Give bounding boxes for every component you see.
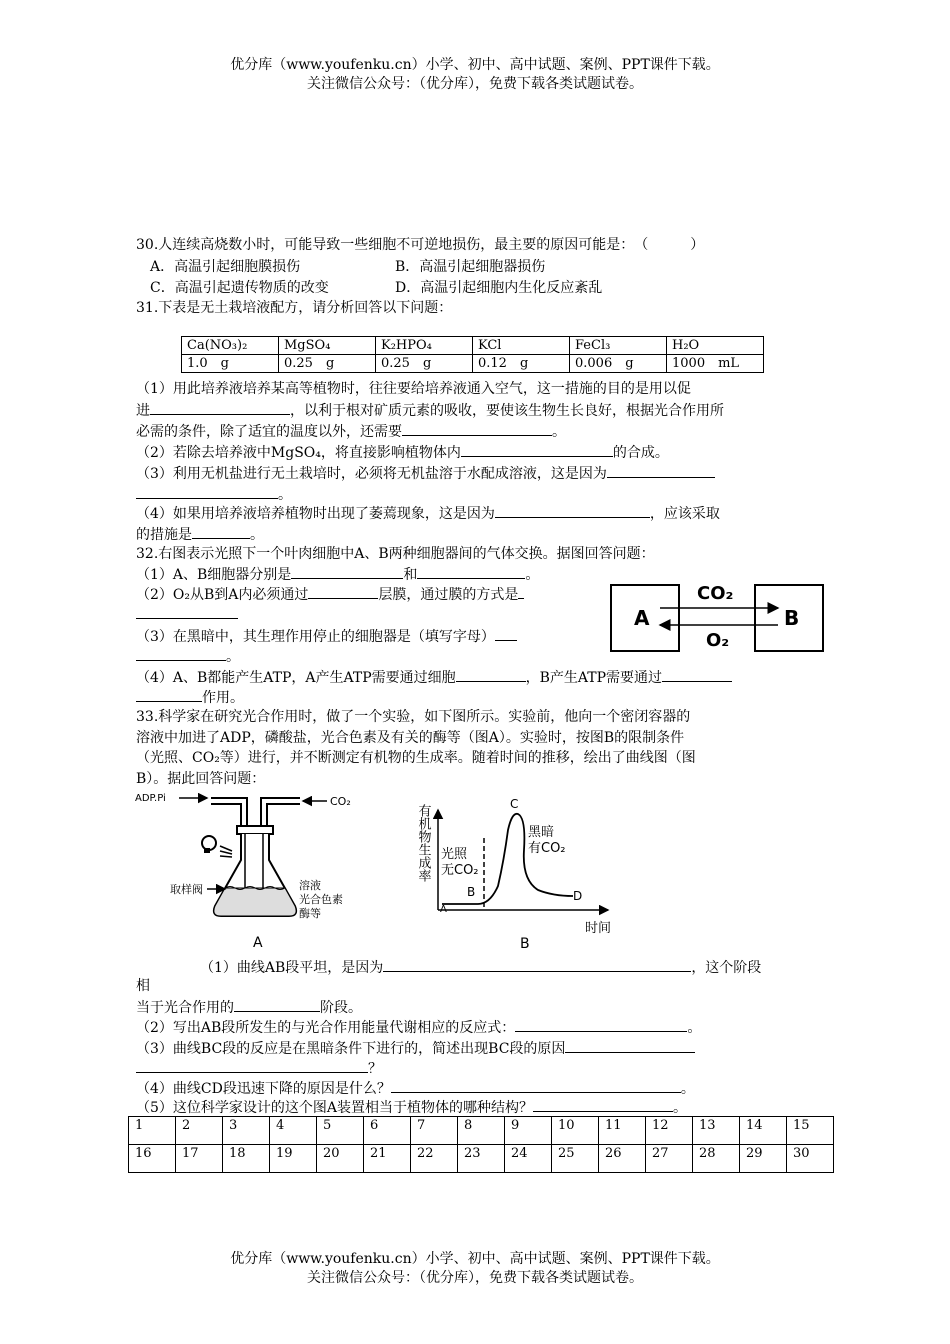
grid-cell[interactable]: 30 <box>787 1145 834 1173</box>
label-o2: O₂ <box>706 630 730 651</box>
label-enzyme: 酶等 <box>299 907 321 920</box>
table-cell: KCl <box>473 337 570 355</box>
grid-cell[interactable]: 2 <box>176 1117 223 1145</box>
text: ，以利于根对矿质元素的吸收，要使该生物生长良好，根据光合作用所 <box>290 403 724 419</box>
grid-cell[interactable]: 1 <box>129 1117 176 1145</box>
grid-cell[interactable]: 16 <box>129 1145 176 1173</box>
text: 的措施是 <box>136 527 192 543</box>
answer-blank[interactable] <box>565 1038 695 1053</box>
text: 必需的条件，除了适宜的温度以外，还需要 <box>136 424 402 440</box>
light-ray <box>220 856 232 857</box>
answer-blank[interactable] <box>391 1078 681 1093</box>
q31-p3-cont <box>136 484 292 505</box>
point-c: C <box>510 797 519 811</box>
q33-stem-2: 溶液中加进了ADP，磷酸盐，光合色素及有关的酶等（图A）。实验时，按图B的限制条件 <box>136 730 685 746</box>
header-line-2: 关注微信公众号：（优分库），免费下载各类试题试卷。 <box>307 76 643 92</box>
grid-cell[interactable]: 25 <box>552 1145 599 1173</box>
answer-blank[interactable] <box>515 1017 687 1032</box>
table-cell: FeCl₃ <box>570 337 667 355</box>
answer-blank[interactable] <box>136 604 238 619</box>
text: 作用。 <box>202 690 244 706</box>
q33-p1-wrap: 相 <box>136 978 150 994</box>
q31-p4 <box>136 503 720 524</box>
q31-stem: 31.下表是无土栽培液配方，请分析回答以下问题： <box>136 300 453 316</box>
lamp-bulb <box>202 836 216 850</box>
q33-p5 <box>136 1097 687 1118</box>
q33-p1 <box>200 957 761 978</box>
text: 。 <box>278 487 292 503</box>
label-dark: 黑暗 <box>528 825 555 840</box>
q30-option-c: C．高温引起遗传物质的改变 <box>150 280 329 296</box>
q31-p1a: （1）用此培养液培养某高等植物时，往往要给培养液通入空气，这一措施的目的是用以促 <box>136 381 691 397</box>
grid-cell[interactable]: 10 <box>552 1117 599 1145</box>
answer-blank[interactable] <box>136 484 278 499</box>
text: （1）曲线AB段平坦，是因为 <box>200 960 384 976</box>
text: 。 <box>680 1081 695 1097</box>
answer-blank[interactable] <box>533 1097 673 1112</box>
answer-blank[interactable] <box>456 667 526 682</box>
q33-p1-cont <box>136 997 362 1018</box>
q32-p4 <box>136 667 732 688</box>
q32-stem: 32.右图表示光照下一个叶肉细胞中A、B两种细胞器间的气体交换。据图回答问题： <box>136 546 655 562</box>
grid-cell[interactable]: 19 <box>270 1145 317 1173</box>
q32-p4-cont <box>136 687 244 708</box>
text: ，应该采取 <box>649 506 720 522</box>
grid-cell[interactable]: 3 <box>223 1117 270 1145</box>
table-row <box>182 355 764 373</box>
text: ，这个阶段 <box>691 960 762 976</box>
answer-grid <box>128 1116 834 1173</box>
text: 层膜，通过膜的方式是 <box>378 587 519 603</box>
q33-stem-1: 33.科学家在研究光合作用时，做了一个实验，如下图所示。实验前，他向一个密闭容器的 <box>136 709 691 725</box>
text: （3）在黑暗中，其生理作用停止的细胞器是（填写字母） <box>136 629 495 645</box>
label-with-co2: 有CO₂ <box>528 841 566 856</box>
q31-p4-cont <box>136 524 264 545</box>
answer-blank[interactable] <box>234 997 320 1012</box>
grid-cell[interactable]: 27 <box>646 1145 693 1173</box>
q30-option-a: A．高温引起细胞膜损伤 <box>150 259 301 275</box>
text: 。 <box>250 527 264 543</box>
text: （3）利用无机盐进行无土栽培时，必须将无机盐溶于水配成溶液，这是因为 <box>136 466 607 482</box>
text: 和 <box>403 567 418 583</box>
answer-blank[interactable] <box>461 442 613 457</box>
answer-blank[interactable] <box>136 1058 368 1073</box>
point-a: A <box>440 904 447 915</box>
text: 。 <box>226 649 240 665</box>
q31-p3 <box>136 463 715 484</box>
table-cell: 0.25 g <box>376 355 473 373</box>
text: 的合成。 <box>612 445 669 461</box>
label-valve: 取样阀 <box>170 883 203 896</box>
text: 。 <box>687 1020 702 1036</box>
label-a: A <box>634 606 650 630</box>
q33-stem-4: B）。据此回答问题： <box>136 771 266 787</box>
rate-curve-figure-b <box>408 790 618 952</box>
answer-blank[interactable] <box>402 421 552 436</box>
q33-p3-cont <box>136 1058 382 1079</box>
grid-cell[interactable]: 15 <box>787 1117 834 1145</box>
q32-p2 <box>136 584 524 605</box>
answer-blank[interactable] <box>291 564 403 579</box>
answer-blank[interactable] <box>417 564 525 579</box>
grid-cell[interactable]: 4 <box>270 1117 317 1145</box>
table-cell: 0.006 g <box>570 355 667 373</box>
grid-cell[interactable]: 18 <box>223 1145 270 1173</box>
q33-p3 <box>136 1038 695 1059</box>
grid-cell[interactable]: 24 <box>505 1145 552 1173</box>
text: （2）O₂从B到A内必须通过 <box>136 587 309 603</box>
table-cell: H₂O <box>667 337 764 355</box>
text: （2）若除去培养液中MgSO₄，将直接影响植物体内 <box>136 445 461 461</box>
table-row <box>129 1117 834 1145</box>
q32-p1 <box>136 564 539 585</box>
text: 进 <box>136 403 150 419</box>
grid-cell[interactable]: 12 <box>646 1117 693 1145</box>
answer-blank[interactable] <box>308 584 378 599</box>
label-co2: CO₂ <box>697 583 734 604</box>
text: 当于光合作用的 <box>136 1000 234 1016</box>
label-co2-inlet: CO₂ <box>330 795 351 808</box>
answer-blank[interactable] <box>607 463 715 478</box>
grid-cell[interactable]: 22 <box>411 1145 458 1173</box>
point-d: D <box>573 889 583 903</box>
answer-blank[interactable] <box>136 687 202 702</box>
q33-stem-3: （光照、CO₂等）进行，并不断测定有机物的生成率。随着时间的推移，绘出了曲线图（图 <box>136 750 696 766</box>
q30-option-d: D．高温引起细胞内生化反应紊乱 <box>395 280 603 296</box>
point-b: B <box>467 885 476 899</box>
q32-p2-cont <box>136 604 238 625</box>
q30-stem: 30.人连续高烧数小时，可能导致一些细胞不可逆地损伤，最主要的原因可能是： （ ） <box>136 237 705 253</box>
q31-p1c <box>136 421 566 442</box>
label-adp-pi: ADP.Pi <box>135 793 166 804</box>
answer-blank[interactable] <box>192 524 250 539</box>
grid-cell[interactable]: 29 <box>740 1145 787 1173</box>
text: 阶段。 <box>320 1000 362 1016</box>
header-line-1: 优分库（www.youfenku.cn）小学、初中、高中试题、案例、PPT课件下载。 <box>230 57 720 73</box>
table-cell: Ca(NO₃)₂ <box>182 337 279 355</box>
answer-blank[interactable] <box>495 626 517 641</box>
grid-cell[interactable]: 21 <box>364 1145 411 1173</box>
grid-cell[interactable]: 8 <box>458 1117 505 1145</box>
answer-blank[interactable] <box>150 400 290 415</box>
footer-line-1: 优分库（www.youfenku.cn）小学、初中、高中试题、案例、PPT课件下载。 <box>230 1251 720 1267</box>
answer-blank[interactable] <box>495 503 650 518</box>
answer-blank[interactable] <box>662 667 732 682</box>
text: （5）这位科学家设计的这个图A装置相当于植物体的哪种结构？ <box>136 1100 534 1116</box>
table-cell: 1000 mL <box>667 355 764 373</box>
grid-cell[interactable]: 5 <box>317 1117 364 1145</box>
label-b: B <box>784 606 800 630</box>
light-ray <box>220 851 232 854</box>
solution <box>214 888 296 916</box>
q30-option-b: B．高温引起细胞器损伤 <box>395 259 546 275</box>
table-cell: 0.25 g <box>279 355 376 373</box>
table-row <box>182 337 764 355</box>
text: （4）曲线CD段迅速下降的原因是什么？ <box>136 1081 391 1097</box>
grid-cell[interactable]: 6 <box>364 1117 411 1145</box>
q33-p4 <box>136 1078 695 1099</box>
organelle-gas-exchange-diagram <box>610 580 826 652</box>
nutrient-table <box>181 336 764 373</box>
grid-cell[interactable]: 9 <box>505 1117 552 1145</box>
table-cell: MgSO₄ <box>279 337 376 355</box>
answer-blank[interactable] <box>136 646 226 661</box>
figure-a-caption: A <box>253 935 263 951</box>
text: （1）A、B细胞器分别是 <box>136 567 292 583</box>
figure-b-caption: B <box>520 936 530 952</box>
stopper <box>237 826 273 834</box>
grid-cell[interactable]: 28 <box>693 1145 740 1173</box>
y-axis-label: 有机物生成率 <box>415 804 431 882</box>
label-no-co2: 无CO₂ <box>441 863 479 878</box>
footer-line-2: 关注微信公众号：（优分库），免费下载各类试题试卷。 <box>307 1270 643 1286</box>
text: ？ <box>368 1061 382 1077</box>
table-cell: 1.0 g <box>182 355 279 373</box>
text: （3）曲线BC段的反应是在黑暗条件下进行的，简述出现BC段的原因 <box>136 1041 566 1057</box>
grid-cell[interactable]: 20 <box>317 1145 364 1173</box>
q31-p1b <box>136 400 724 421</box>
table-row <box>129 1145 834 1173</box>
label-light: 光照 <box>441 847 468 862</box>
text: （2）写出AB段所发生的与光合作用能量代谢相应的反应式： <box>136 1020 516 1036</box>
left-tube <box>211 798 247 828</box>
q33-p2 <box>136 1017 701 1038</box>
q31-p2 <box>136 442 669 463</box>
answer-blank[interactable] <box>518 584 524 599</box>
grid-cell[interactable]: 14 <box>740 1117 787 1145</box>
grid-cell[interactable]: 7 <box>411 1117 458 1145</box>
apparatus-figure-a <box>135 788 365 953</box>
text: ，B产生ATP需要通过 <box>525 670 663 686</box>
table-cell: 0.12 g <box>473 355 570 373</box>
text: （4）A、B都能产生ATP，A产生ATP需要通过细胞 <box>136 670 456 686</box>
label-pigment: 光合色素 <box>299 893 343 906</box>
label-solution: 溶液 <box>299 879 321 892</box>
text: 。 <box>673 1100 688 1116</box>
text: 。 <box>552 424 566 440</box>
lamp-base <box>204 848 210 853</box>
light-ray <box>220 846 232 851</box>
grid-cell[interactable]: 13 <box>693 1117 740 1145</box>
answer-blank[interactable] <box>383 957 691 972</box>
grid-cell[interactable]: 11 <box>599 1117 646 1145</box>
text: （4）如果用培养液培养植物时出现了萎蔫现象，这是因为 <box>136 506 495 522</box>
right-tube <box>261 798 300 828</box>
table-cell: K₂HPO₄ <box>376 337 473 355</box>
q32-p3 <box>136 626 517 647</box>
grid-cell[interactable]: 17 <box>176 1145 223 1173</box>
text: 。 <box>525 567 540 583</box>
grid-cell[interactable]: 23 <box>458 1145 505 1173</box>
grid-cell[interactable]: 26 <box>599 1145 646 1173</box>
x-axis-label: 时间 <box>585 921 612 936</box>
q32-p3-cont <box>136 646 240 667</box>
